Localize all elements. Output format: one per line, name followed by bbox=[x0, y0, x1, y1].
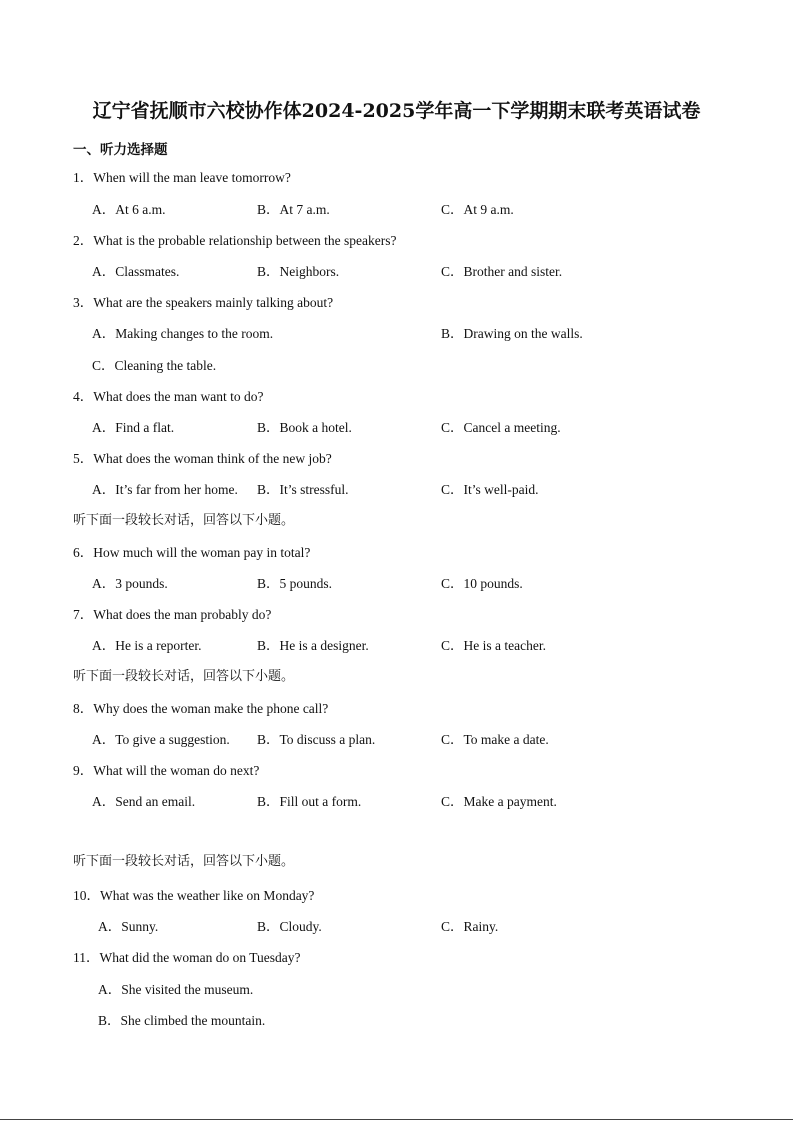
question-8-option-c: C．To make a date. bbox=[441, 732, 549, 747]
question-5-option-c: C．It’s well-paid. bbox=[441, 482, 539, 497]
question-7: 7．What does the man probably do? bbox=[73, 607, 272, 622]
question-4-option-a: A．Find a flat. bbox=[92, 420, 175, 435]
page-bottom-divider bbox=[0, 1119, 793, 1120]
question-6-option-b: B．5 pounds. bbox=[257, 576, 333, 591]
question-10-option-b: B．Cloudy. bbox=[257, 919, 322, 934]
page-title: 辽宁省抚顺市六校协作体2024-2025学年高一下学期期末联考英语试卷 bbox=[92, 100, 701, 122]
question-7-option-a: A．He is a reporter. bbox=[92, 638, 202, 653]
question-1: 1．When will the man leave tomorrow? bbox=[73, 170, 291, 185]
question-3-option-b: B．Drawing on the walls. bbox=[441, 326, 583, 341]
listening-note-1: 听下面一段较长对话，回答以下小题。 bbox=[73, 513, 295, 528]
question-5-option-a: A．It’s far from her home. bbox=[92, 482, 238, 497]
question-8-option-a: A．To give a suggestion. bbox=[92, 732, 230, 747]
listening-note-3: 听下面一段较长对话，回答以下小题。 bbox=[73, 854, 295, 869]
question-5-option-b: B．It’s stressful. bbox=[257, 482, 349, 497]
question-8-option-b: B．To discuss a plan. bbox=[257, 732, 376, 747]
question-9-option-a: A．Send an email. bbox=[92, 794, 196, 809]
question-4-option-b: B．Book a hotel. bbox=[257, 420, 352, 435]
question-11-option-a: A．She visited the museum. bbox=[98, 982, 254, 997]
question-2-option-b: B．Neighbors. bbox=[257, 264, 340, 279]
question-1-option-a: A．At 6 a.m. bbox=[92, 202, 166, 217]
question-10-option-c: C．Rainy. bbox=[441, 919, 499, 934]
question-3: 3．What are the speakers mainly talking about? bbox=[73, 295, 334, 310]
question-8: 8．Why does the woman make the phone call? bbox=[73, 701, 329, 716]
question-4-option-c: C．Cancel a meeting. bbox=[441, 420, 561, 435]
question-7-option-b: B．He is a designer. bbox=[257, 638, 369, 653]
question-1-option-c: C．At 9 a.m. bbox=[441, 202, 514, 217]
question-11-option-b: B．She climbed the mountain. bbox=[98, 1013, 266, 1028]
question-2-option-a: A．Classmates. bbox=[92, 264, 180, 279]
question-2-option-c: C．Brother and sister. bbox=[441, 264, 563, 279]
question-5: 5．What does the woman think of the new job? bbox=[73, 451, 332, 466]
question-9-option-b: B．Fill out a form. bbox=[257, 794, 362, 809]
question-10: 10．What was the weather like on Monday? bbox=[73, 888, 315, 903]
question-6-option-a: A．3 pounds. bbox=[92, 576, 168, 591]
question-11: 11．What did the woman do on Tuesday? bbox=[73, 950, 301, 965]
question-1-option-b: B．At 7 a.m. bbox=[257, 202, 330, 217]
question-3-option-c: C．Cleaning the table. bbox=[92, 358, 217, 373]
question-6: 6．How much will the woman pay in total? bbox=[73, 545, 311, 560]
question-2: 2．What is the probable relationship between the speakers? bbox=[73, 233, 397, 248]
question-10-option-a: A．Sunny. bbox=[98, 919, 159, 934]
section-heading: 一、听力选择题 bbox=[73, 142, 168, 158]
listening-note-2: 听下面一段较长对话，回答以下小题。 bbox=[73, 669, 295, 684]
question-4: 4．What does the man want to do? bbox=[73, 389, 264, 404]
question-9-option-c: C．Make a payment. bbox=[441, 794, 557, 809]
question-7-option-c: C．He is a teacher. bbox=[441, 638, 546, 653]
question-6-option-c: C．10 pounds. bbox=[441, 576, 523, 591]
question-3-option-a: A．Making changes to the room. bbox=[92, 326, 274, 341]
question-9: 9．What will the woman do next? bbox=[73, 763, 260, 778]
